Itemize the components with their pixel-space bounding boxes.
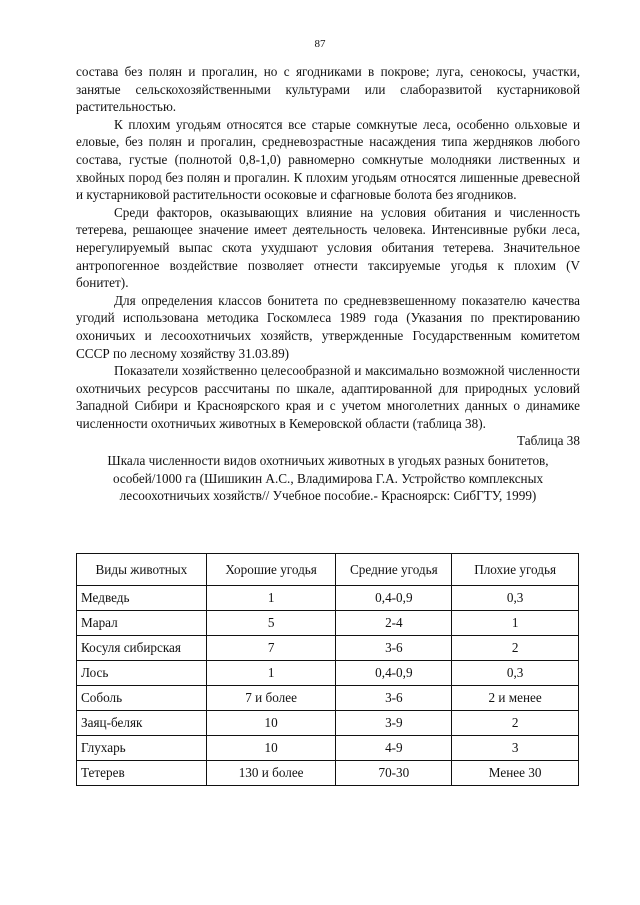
paragraph-4: Для определения классов бонитета по средневзвешенному показателю качества угодий использована методика Госкомлеса 1989 года (Указания по пректированию охоничьих и лесоохотничьих хозяйств, утвержденные Государственным комитетом СССР по лесному хозяйству 31.03.89) (76, 292, 580, 361)
poor-cell: 0,3 (452, 661, 579, 686)
paragraph-5: Показатели хозяйственно целесообразной и максимально возможной численности охотничьих ресурсов рассчитаны по шкале, адаптированной для природных условий Западной Сибири и Красноярского края и с учетом многолетних данных о динамике численности охотничьих животных в Кемеровской области (таблица 38). (76, 363, 580, 431)
species-cell: Соболь (77, 686, 207, 711)
good-cell: 10 (206, 711, 336, 736)
species-cell: Косуля сибирская (77, 636, 207, 661)
good-cell: 1 (206, 586, 336, 611)
table-row (77, 736, 579, 761)
poor-cell: 3 (452, 736, 579, 761)
poor-cell: 2 (452, 711, 579, 736)
medium-cell: 3-6 (336, 686, 452, 711)
medium-cell: 2-4 (336, 611, 452, 636)
page-number: 87 (314, 38, 326, 50)
species-cell: Лось (77, 661, 207, 686)
good-cell: 130 и более (206, 761, 336, 786)
species-cell: Медведь (77, 586, 207, 611)
poor-cell: 2 (452, 636, 579, 661)
good-cell: 7 и более (206, 686, 336, 711)
header-species: Виды животных (77, 554, 207, 586)
table-row (77, 586, 579, 611)
table-row (77, 661, 579, 686)
good-cell: 7 (206, 636, 336, 661)
header-good: Хорошие угодья (206, 554, 336, 586)
table-row (77, 636, 579, 661)
medium-cell: 0,4-0,9 (336, 586, 452, 611)
good-cell: 1 (206, 661, 336, 686)
species-cell: Тетерев (77, 761, 207, 786)
species-cell: Заяц-беляк (77, 711, 207, 736)
poor-cell: Менее 30 (452, 761, 579, 786)
paragraph-1: состава без полян и прогалин, но с ягодниками в покрове; луга, сенокосы, участки, занятые сельскохозяйственными культурами или слаборазвитой кустарниковой растительностью. (76, 64, 580, 115)
poor-cell: 1 (452, 611, 579, 636)
table-row (77, 761, 579, 786)
paragraph-2: К плохим угодьям относятся все старые сомкнутые леса, особенно ольховые и еловые, без полян и прогалин, средневозрастные насаждения типа жердняков любого состава, густые (полнотой 0,8-1,0) равномерно сомкнутые молодняки лиственных и хвойных пород без полян и прогалин. К плохим угодьям относятся лишенные древесной и кустарниковой растительности осоковые и сфагновые болота без ягодников. (76, 116, 580, 203)
header-medium: Средние угодья (336, 554, 452, 586)
medium-cell: 3-9 (336, 711, 452, 736)
species-cell: Глухарь (77, 736, 207, 761)
table-row (77, 711, 579, 736)
good-cell: 10 (206, 736, 336, 761)
medium-cell: 4-9 (336, 736, 452, 761)
poor-cell: 0,3 (452, 586, 579, 611)
table-header-row (77, 554, 579, 586)
table-row (77, 686, 579, 711)
medium-cell: 0,4-0,9 (336, 661, 452, 686)
species-cell: Марал (77, 611, 207, 636)
paragraph-3: Среди факторов, оказывающих влияние на условия обитания и численность тетерева, решающее значение имеет деятельность человека. Интенсивные рубки леса, нерегулируемый выпас скота ухудшают условия обитания тетерева. Значительное антропогенное воздействие позволяет отнести таксируемые угодья к плохим (V бонитет). (76, 204, 580, 291)
good-cell: 5 (206, 611, 336, 636)
body-text (76, 63, 580, 505)
table-row (77, 611, 579, 636)
medium-cell: 70-30 (336, 761, 452, 786)
header-poor: Плохие угодья (452, 554, 579, 586)
medium-cell: 3-6 (336, 636, 452, 661)
animal-density-table (76, 553, 579, 786)
table-caption: Шкала численности видов охотничьих животных в угодьях разных бонитетов, особей/1000 га (Шишикин А.С., Владимирова Г.А. Устройство комплексных лесоохотничьих хозяйств// Учебное пособие.- Красноярск: СибГТУ, 1999) (107, 453, 549, 504)
table-label: Таблица 38 (517, 433, 580, 449)
poor-cell: 2 и менее (452, 686, 579, 711)
